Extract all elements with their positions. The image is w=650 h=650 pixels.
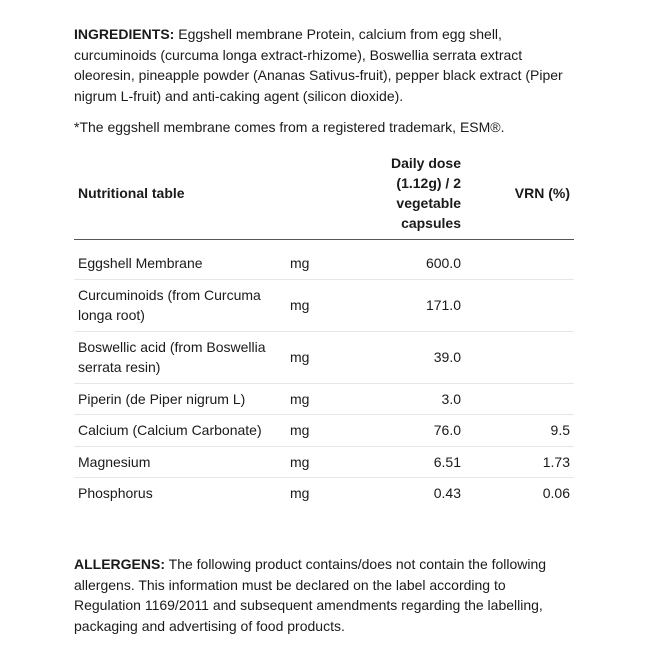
row-vrn	[465, 279, 574, 331]
row-vrn: 1.73	[465, 446, 574, 478]
table-row	[74, 446, 574, 478]
ingredients-text: Eggshell membrane Protein, calcium from egg shell, curcuminoids (curcuma longa extract-rhizome), Boswellia serrata extract oleoresin, pineapple powder (Ananas Sativus-fruit), pepper black extract (Piper nigrum L-fruit) and anti-caking agent (silicon dioxide).	[74, 26, 563, 104]
table-header-row	[74, 153, 574, 240]
row-name: Phosphorus	[78, 485, 153, 501]
row-vrn	[465, 383, 574, 415]
table-row	[74, 383, 574, 415]
allergens-text: The following product contains/does not contain the following allergens. This information must be declared on the label according to Regulation 1169/2011 and subsequent amendments regarding the labelling, packaging and advertising of food products.	[74, 556, 547, 634]
row-dose: 0.43	[433, 485, 461, 501]
row-dose: 600.0	[344, 240, 465, 280]
row-vrn: 0.06	[542, 485, 570, 501]
table-row	[74, 331, 574, 383]
row-vrn	[465, 240, 574, 280]
row-dose: 76.0	[344, 415, 465, 447]
header-vrn: VRN (%)	[465, 153, 574, 240]
allergens-paragraph	[74, 554, 574, 636]
row-name: Boswellic acid (from Boswellia serrata resin)	[74, 331, 286, 383]
row-dose: 3.0	[344, 383, 465, 415]
row-name: Magnesium	[74, 446, 286, 478]
allergens-label: ALLERGENS:	[74, 556, 165, 572]
header-nutritional-table: Nutritional table	[74, 153, 286, 240]
row-name: Curcuminoids (from Curcuma longa root)	[74, 279, 286, 331]
row-unit: mg	[286, 415, 344, 447]
header-unit	[286, 153, 344, 240]
row-vrn: 9.5	[465, 415, 574, 447]
row-unit: mg	[286, 240, 344, 280]
ingredients-label: INGREDIENTS:	[74, 26, 175, 42]
nutritional-table	[74, 153, 574, 509]
row-name: Eggshell Membrane	[74, 240, 286, 280]
row-dose: 39.0	[344, 331, 465, 383]
table-row	[74, 240, 574, 280]
row-unit: mg	[286, 279, 344, 331]
table-row	[74, 415, 574, 447]
row-vrn	[465, 331, 574, 383]
row-name: Piperin (de Piper nigrum L)	[74, 383, 286, 415]
product-info-page	[74, 24, 574, 509]
header-daily-dose: Daily dose (1.12g) / 2 vegetable capsules	[344, 153, 465, 240]
row-dose: 171.0	[344, 279, 465, 331]
trademark-note: *The eggshell membrane comes from a registered trademark, ESM®.	[74, 119, 505, 135]
row-unit: mg	[286, 446, 344, 478]
row-unit: mg	[286, 331, 344, 383]
row-dose: 6.51	[344, 446, 465, 478]
row-name: Calcium (Calcium Carbonate)	[74, 415, 286, 447]
ingredients-paragraph	[74, 24, 574, 106]
table-row	[74, 478, 574, 509]
table-row	[74, 279, 574, 331]
row-unit: mg	[286, 383, 344, 415]
row-unit: mg	[290, 485, 310, 501]
